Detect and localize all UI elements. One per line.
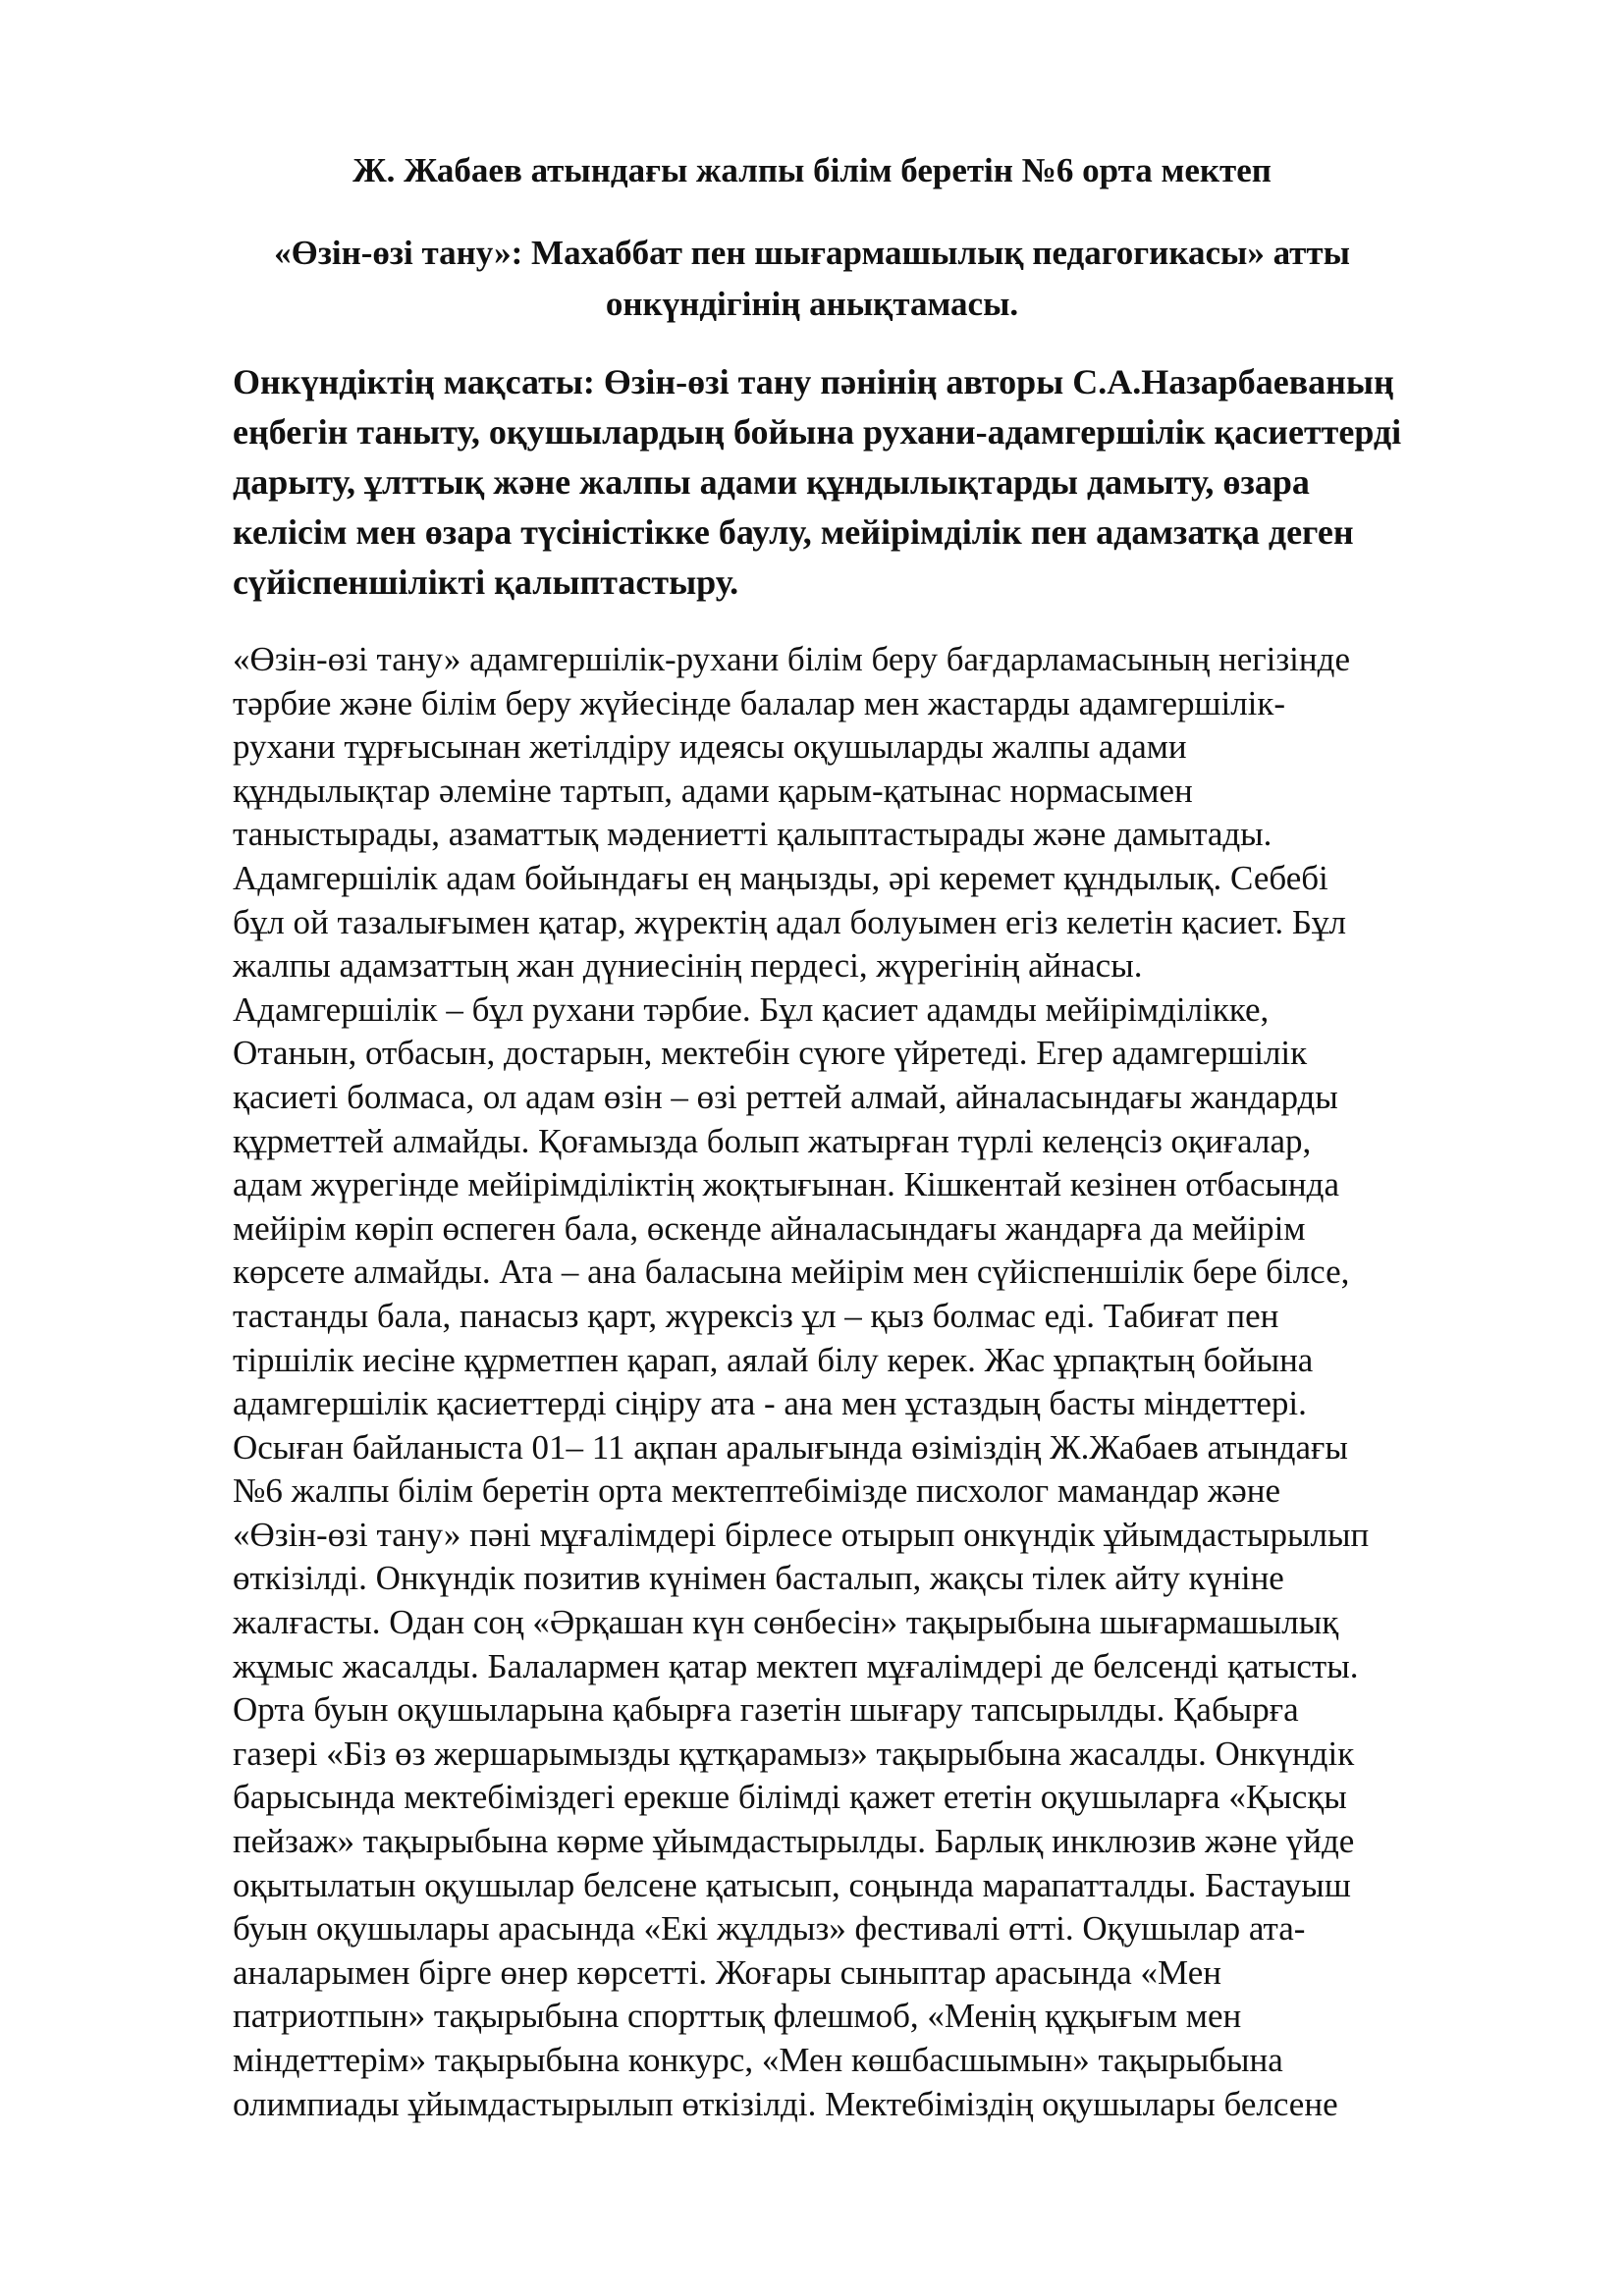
body-line: міндеттерім» тақырыбына конкурс, «Мен көшбасшымын» тақырыбына xyxy=(233,2041,1283,2079)
body-line: патриотпын» тақырыбына спорттық флешмоб, «Менің құқығым мен xyxy=(233,1997,1242,2036)
body-line: Отанын, отбасын, достарын, мектебін сүюге үйретеді. Егер адамгершілік xyxy=(233,1034,1308,1073)
body-line: «Өзін-өзі тану» адамгершілік-рухани білім беру бағдарламасының негізінде xyxy=(233,640,1350,678)
body-line: тіршілік иесіне құрметпен қарап, аялай білу керек. Жас ұрпақтың бойына xyxy=(233,1340,1314,1379)
body-line: №6 жалпы білім беретін орта мектептебімізде писхолог мамандар және xyxy=(233,1471,1281,1511)
body-line: бұл ой тазалығымен қатар, жүректің адал болуымен егіз келетін қасиет. Бұл xyxy=(233,902,1346,941)
goal-line: Онкүндіктің мақсаты: Өзін-өзі тану пәнінің авторы С.А.Назарбаеваның xyxy=(233,362,1394,401)
body-line: барысында мектебіміздегі ерекше білімді қажет ететін оқушыларға «Қысқы xyxy=(233,1778,1347,1817)
event-title xyxy=(0,228,1624,330)
body-line: адамгершілік қасиеттерді сіңіру ата - ана мен ұстаздың басты міндеттері. xyxy=(233,1384,1307,1423)
body-line: мейірім көріп өспеген бала, өскенде айналасындағы жандарға да мейірім xyxy=(233,1208,1306,1248)
body-line: таныстырады, азаматтық мәдениетті қалыптастырады және дамытады. xyxy=(233,815,1272,854)
body-line: пейзаж» тақырыбына көрме ұйымдастырылды. Барлық инклюзив және үйде xyxy=(233,1822,1355,1861)
body-line: қасиеті болмаса, ол адам өзін – өзі реттей алмай, айналасындағы жандарды xyxy=(233,1077,1338,1116)
school-title: Ж. Жабаев атындағы жалпы білім беретін №6 орта мектеп xyxy=(352,151,1272,189)
body-line: адам жүрегінде мейірімділіктің жоқтығынан. Кішкентай кезінен отбасында xyxy=(233,1165,1340,1204)
event-title-line: «Өзін-өзі тану»: Махаббат пен шығармашылық педагогикасы» атты xyxy=(274,234,1350,272)
body-line: тастанды бала, панасыз қарт, жүрексіз ұл – қыз болмас еді. Табиғат пен xyxy=(233,1296,1279,1335)
body-line: рухани тұрғысынан жетілдіру идеясы оқушыларды жалпы адами xyxy=(233,727,1187,767)
goal-line: келісім мен өзара түсіністікке баулу, мейірімділік пен адамзатқа деген xyxy=(233,512,1354,552)
body-line: құндылықтар әлеміне тартып, адами қарым-қатынас нормасымен xyxy=(233,771,1193,810)
body-line: «Өзін-өзі тану» пәні мұғалімдері бірлесе отырып онкүндік ұйымдастырылып xyxy=(233,1515,1370,1554)
goal-line: еңбегін таныту, оқушылардың бойына рухани-адамгершілік қасиеттерді xyxy=(233,412,1402,452)
body-line: газері «Біз өз жершарымызды құтқарамыз» тақырыбына жасалды. Онкүндік xyxy=(233,1734,1355,1773)
goal-line: сүйіспеншілікті қалыптастыру. xyxy=(233,562,739,602)
body-line: Адамгершілік адам бойындағы ең маңызды, әрі керемет құндылық. Себебі xyxy=(233,858,1328,897)
goal-paragraph xyxy=(233,357,1499,608)
body-line: жалпы адамзаттың жан дүниесінің пердесі, жүрегінің айнасы. xyxy=(233,946,1143,986)
body-line: құрметтей алмайды. Қоғамызда болып жатырған түрлі келеңсіз оқиғалар, xyxy=(233,1121,1312,1160)
body-line: Осыған байланыста 01– 11 ақпан аралығында өзіміздің Ж.Жабаев атындағы xyxy=(233,1427,1348,1467)
body-line: өткізілді. Онкүндік позитив күнімен басталып, жақсы тілек айту күніне xyxy=(233,1559,1284,1598)
body-line: буын оқушылары арасында «Екі жұлдыз» фестивалі өтті. Оқушылар ата- xyxy=(233,1909,1306,1949)
goal-line: дарыту, ұлттық және жалпы адами құндылықтарды дамыту, өзара xyxy=(233,462,1310,502)
body-line: тәрбие және білім беру жүйесінде балалар мен жастарды адамгершілік- xyxy=(233,683,1286,722)
body-line: Орта буын оқушыларына қабырға газетін шығару тапсырылды. Қабырға xyxy=(233,1690,1299,1730)
body-line: жалғасты. Одан соң «Әрқашан күн сөнбесін» тақырыбына шығармашылық xyxy=(233,1603,1339,1642)
body-line: оқытылатын оқушылар белсене қатысып, соңында марапатталды. Бастауыш xyxy=(233,1865,1351,1904)
body-line: жұмыс жасалды. Балалармен қатар мектеп мұғалімдері де белсенді қатысты. xyxy=(233,1646,1359,1685)
body-paragraph xyxy=(233,638,1509,2126)
body-line: көрсете алмайды. Ата – ана баласына мейірім мен сүйіспеншілік бере білсе, xyxy=(233,1253,1350,1292)
body-line: олимпиады ұйымдастырылып өткізілді. Мектебіміздің оқушылары белсене xyxy=(233,2084,1338,2123)
body-line: Адамгершілік – бұл рухани тәрбие. Бұл қасиет адамды мейірімділікке, xyxy=(233,989,1270,1029)
event-title-line: онкүндігінің анықтамасы. xyxy=(605,285,1019,323)
body-line: аналарымен бірге өнер көрсетті. Жоғары сыныптар арасында «Мен xyxy=(233,1952,1221,1992)
